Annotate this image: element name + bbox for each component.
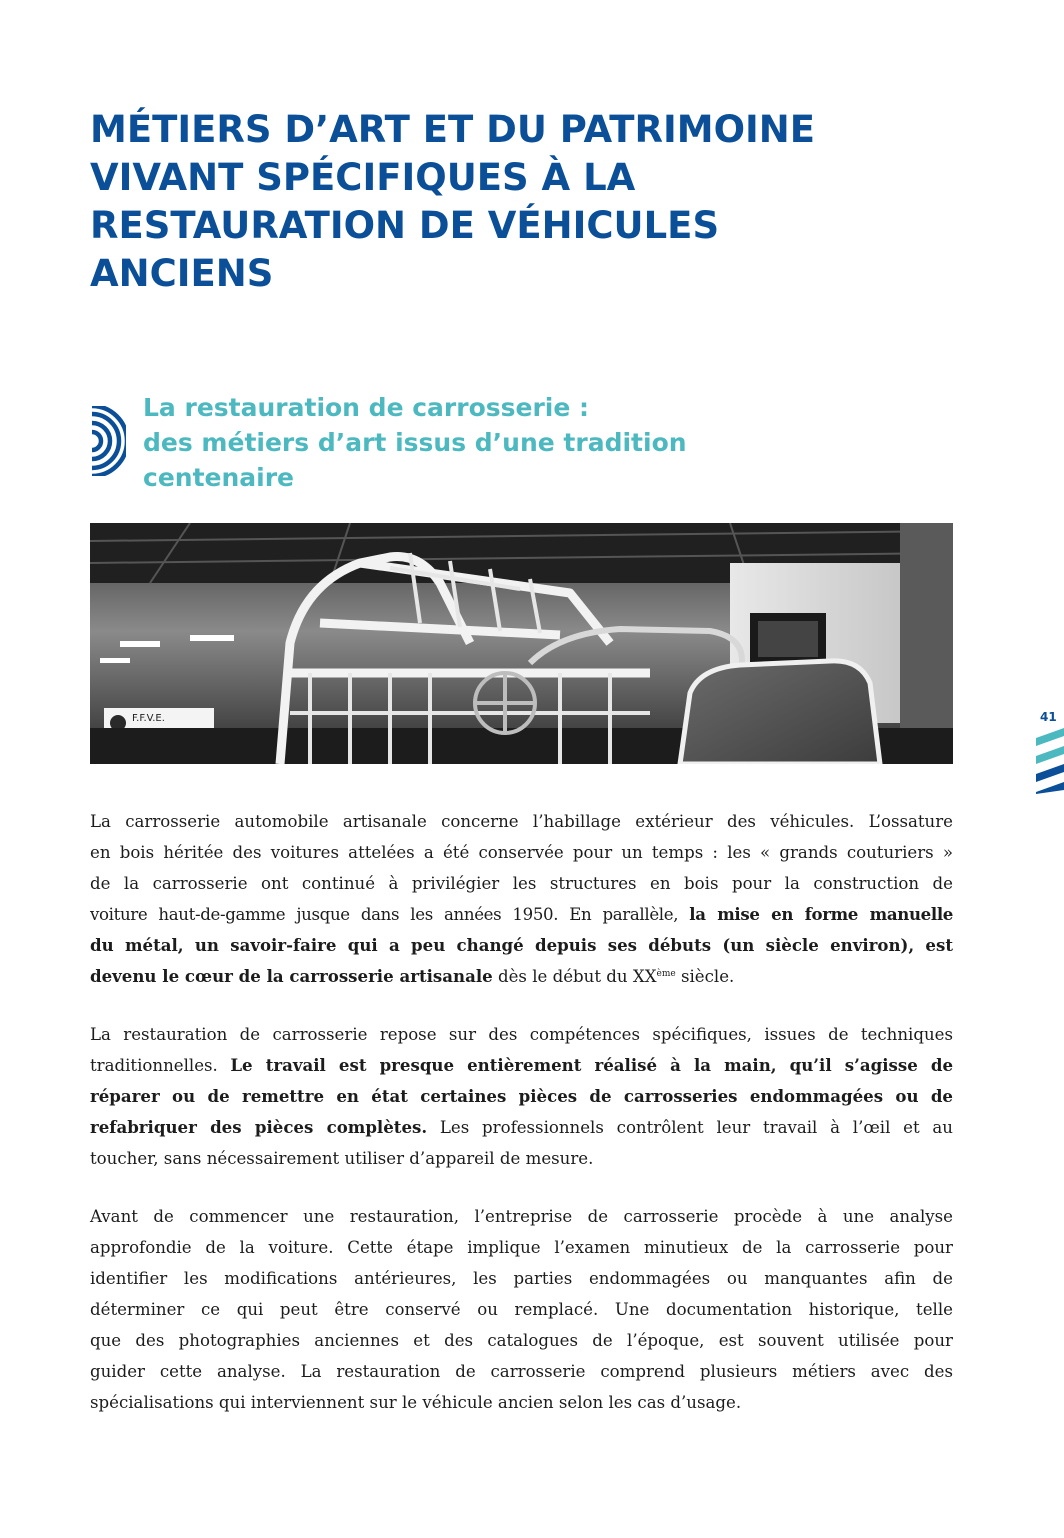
page-number: 41 [1040,710,1057,724]
paragraph-line [90,1112,953,1143]
paragraph-line: déterminer ce qui peut être conservé ou remplacé. Une documentation historique, telle [90,1300,953,1319]
paragraph-line [90,1050,953,1081]
subtitle-line: des métiers d’art issus d’une tradition [143,428,687,457]
section-subtitle [143,390,687,495]
paragraph-2 [90,1019,953,1174]
paragraph-line: toucher, sans nécessairement utiliser d’appareil de mesure. [90,1149,594,1168]
workshop-photo [90,523,953,764]
paragraph-line [90,1081,953,1112]
title-line: RESTAURATION DE VÉHICULES [90,204,720,247]
title-line: ANCIENS [90,252,274,295]
paragraph-line: que des photographies anciennes et des catalogues de l’époque, est souvent utilisée pour [90,1331,953,1350]
paragraph-line: spécialisations qui interviennent sur le véhicule ancien selon les cas d’usage. [90,1393,742,1412]
page-title [90,106,890,298]
text-run: Les professionnels contrôlent leur travail à l’œil et au [439,1118,953,1137]
paragraph-line: Avant de commencer une restauration, l’entreprise de carrosserie procède à une analyse [90,1207,953,1226]
bold-text: du métal, un savoir-faire qui a peu changé depuis ses débuts (un siècle environ), est [90,935,953,955]
bold-text: devenu le cœur de la carrosserie artisanale [90,966,493,986]
bold-text: réparer ou de remettre en état certaines pièces de carrosseries endommagées ou de [90,1086,953,1106]
subtitle-line: La restauration de carrosserie : [143,393,590,422]
bold-text: refabriquer des pièces complètes. [90,1117,428,1137]
subtitle-line: centenaire [143,463,295,492]
title-line: VIVANT SPÉCIFIQUES À LA [90,156,636,199]
text-run: siècle. [680,967,735,986]
text-run: voiture haut-de-gamme jusque dans les années 1950. En parallèle, [90,905,679,924]
concentric-arcs-icon [86,406,126,476]
paragraph-line [90,930,953,961]
paragraph-line: La restauration de carrosserie repose sur des compétences spécifiques, issues de techniques [90,1025,953,1044]
text-run: traditionnelles. [90,1056,218,1075]
paragraph-line: La carrosserie automobile artisanale concerne l’habillage extérieur des véhicules. L’ossature [90,812,953,831]
bold-text: Le travail est presque entièrement réalisé à la main, qu’il s’agisse de [230,1055,953,1075]
paragraph-3 [90,1201,953,1418]
diagonal-stripes-icon [1036,728,1064,794]
paragraph-line: de la carrosserie ont continué à privilégier les structures en bois pour la construction de [90,874,953,893]
bold-text: la mise en forme manuelle [689,904,953,924]
paragraph-line: identifier les modifications antérieures, les parties endommagées ou manquantes afin de [90,1269,953,1288]
paragraph-line [90,961,953,992]
paragraph-line: guider cette analyse. La restauration de carrosserie comprend plusieurs métiers avec des [90,1362,953,1381]
text-run: dès le début du XX [497,967,657,986]
paragraph-line: en bois héritée des voitures attelées a été conservée pour un temps : les « grands couturiers » [90,843,953,862]
paragraph-1 [90,806,953,992]
photo-sign-text: F.F.V.E. [132,713,165,724]
paragraph-line: approfondie de la voiture. Cette étape implique l’examen minutieux de la carrosserie pour [90,1238,953,1257]
superscript: ème [656,969,676,979]
title-line: MÉTIERS D’ART ET DU PATRIMOINE [90,108,816,151]
paragraph-line [90,899,953,930]
